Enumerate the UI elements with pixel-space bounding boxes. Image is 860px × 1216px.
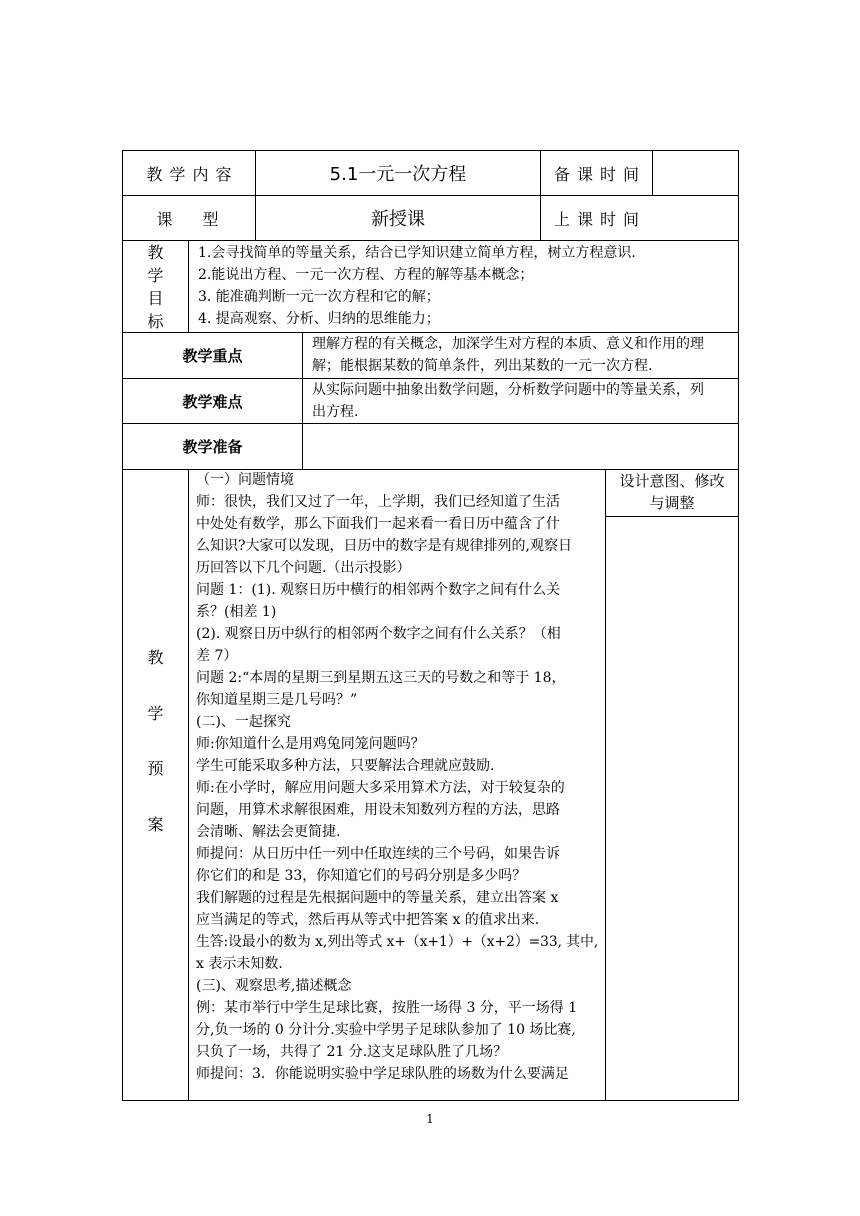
- prep-time-value: [653, 151, 738, 195]
- goal-line: 1.会寻找简单的等量关系，结合已学知识建立简单方程，树立方程意识.: [198, 245, 636, 261]
- goals-label: [123, 240, 188, 332]
- table-line: [738, 150, 739, 1101]
- plan-line: 师提问：3．你能说明实验中学足球队胜的场数为什么要满足: [196, 1066, 569, 1082]
- plan-label-char: 案: [147, 814, 164, 834]
- plan-line: 师:在小学时，解应用问题大多采用算术方法，对于较复杂的: [196, 780, 565, 796]
- goal-line: 3. 能准确判断一元一次方程和它的解；: [198, 289, 440, 305]
- plan-line: 会清晰、解法会更简捷.: [196, 824, 341, 840]
- plan-line: x 表示未知数.: [196, 956, 283, 972]
- table-line: [605, 469, 606, 1101]
- content-label: 教学内容: [146, 164, 239, 184]
- plan-line: 分,负一场的 0 分计分.实验中学男子足球队参加了 10 场比赛,: [196, 1022, 576, 1038]
- plan-line: 问题 2:“本周的星期三到星期五这三天的号数之和等于 18，: [196, 670, 566, 686]
- goal-line: 2.能说出方程、一元一次方程、方程的解等基本概念；: [198, 267, 534, 283]
- table-line: [122, 1100, 739, 1101]
- goals-label-char: 学: [147, 266, 164, 285]
- plan-line: (二)、一起探究: [196, 714, 291, 730]
- plan-line: （一）问题情境: [196, 472, 294, 488]
- plan-line: 我们解题的过程是先根据问题中的等量关系，建立出答案 x: [196, 890, 559, 906]
- goal-line: 4. 提高观察、分析、归纳的思维能力；: [198, 311, 440, 327]
- class-time-value: [653, 196, 738, 240]
- plan-line: 问题 1：(1). 观察日历中横行的相邻两个数字之间有什么关: [196, 582, 561, 598]
- preparation-label: 教学准备: [182, 438, 243, 456]
- plan-line: 问题，用算术求解很困难，用设未知数列方程的方法，思路: [196, 802, 560, 818]
- table-line: [188, 240, 189, 332]
- prep-time-label: 备课时间: [553, 164, 646, 184]
- type-value: 新授课: [371, 209, 425, 230]
- design-intent-header: 设计意图、修改: [619, 472, 725, 490]
- plan-label-char: 教: [147, 648, 164, 667]
- table-line: [302, 332, 303, 469]
- difficulties-label: 教学难点: [182, 392, 243, 411]
- table-line: [122, 240, 739, 241]
- plan-label: [123, 645, 188, 835]
- design-intent-header: 与调整: [649, 494, 695, 512]
- plan-line: 应当满足的等式，然后再从等式中把答案 x 的值求出来.: [196, 912, 540, 928]
- plan-line: 只负了一场，共得了 21 分.这支足球队胜了几场？: [196, 1044, 508, 1060]
- page-number: 1: [426, 1112, 434, 1126]
- table-line: [605, 516, 739, 517]
- plan-line: 学生可能采取多种方法，只要解法合理就应鼓励.: [196, 758, 495, 774]
- plan-label-char: 学: [147, 703, 164, 723]
- key-points-line: 解；能根据某数的简单条件，列出某数的一元一次方程.: [312, 358, 653, 374]
- plan-line: 系？(相差 1): [196, 604, 277, 620]
- key-points-label: 教学重点: [182, 347, 243, 365]
- type-label: 课 型: [156, 209, 226, 229]
- plan-line: 历回答以下几个问题.（出示投影）: [196, 560, 411, 576]
- plan-label-char: 预: [147, 759, 164, 779]
- goals-label-char: 教: [147, 243, 164, 262]
- plan-line: 例：某市举行中学生足球比赛，按胜一场得 3 分，平一场得 1: [196, 1000, 578, 1016]
- plan-line: (2). 观察日历中纵行的相邻两个数字之间有什么关系？（相: [196, 626, 561, 642]
- plan-line: 你知道星期三是几号吗？”: [196, 692, 358, 708]
- goals-label-char: 目: [147, 289, 164, 308]
- plan-line: 生答:设最小的数为 x,列出等式 x+（x+1）+（x+2）=33, 其中,: [196, 934, 599, 950]
- difficulties-line: 从实际问题中抽象出数学问题，分析数学问题中的等量关系，列: [312, 382, 704, 398]
- lesson-title: 5.1一元一次方程: [329, 164, 467, 185]
- plan-line: 师提问：从日历中任一列中任取连续的三个号码，如果告诉: [196, 846, 560, 862]
- lesson-plan-table: [122, 150, 739, 1101]
- plan-line: 差 7）: [196, 648, 238, 664]
- plan-line: 中处处有数学，那么下面我们一起来看一看日历中蕴含了什: [196, 516, 560, 532]
- class-time-label: 上课时间: [553, 209, 646, 229]
- plan-line: 师:你知道什么是用鸡兔同笼问题吗？: [196, 736, 425, 752]
- plan-line: (三)、观察思考,描述概念: [196, 978, 352, 994]
- goals-label-char: 标: [147, 312, 164, 331]
- plan-line: 么知识?大家可以发现，日历中的数字是有规律排列的,观察日: [196, 538, 572, 554]
- table-line: [188, 469, 189, 1101]
- plan-line: 师：很快，我们又过了一年，上学期，我们已经知道了生活: [196, 494, 560, 510]
- plan-line: 你它们的和是 33，你知道它们的号码分别是多少吗？: [196, 868, 527, 884]
- difficulties-line: 出方程.: [312, 404, 359, 420]
- key-points-line: 理解方程的有关概念，加深学生对方程的本质、意义和作用的理: [312, 336, 704, 352]
